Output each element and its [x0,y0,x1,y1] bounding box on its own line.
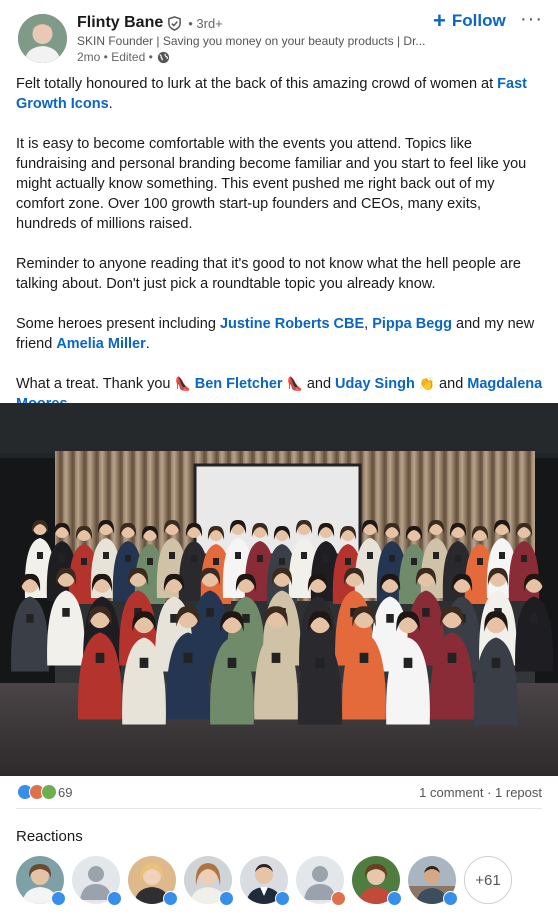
text: . [145,336,150,352]
post-time: 2mo • Edited • [77,50,153,64]
follow-label: Follow [451,11,506,30]
text: What a treat. Thank you [16,376,175,392]
clap-emoji: 👏 [418,376,436,391]
post-text [16,74,544,434]
text: and my new friend [16,316,535,352]
reactor-avatar[interactable] [128,856,176,904]
text: and [302,376,336,392]
mention-link[interactable]: Pippa Begg [372,316,452,332]
reactor-list [16,856,512,904]
reactor-avatar[interactable] [296,856,344,904]
text: . [108,96,113,112]
post-image[interactable] [0,403,558,776]
follow-button[interactable] [433,10,506,32]
high-heel-emoji: 👠 [174,376,191,391]
reactor-avatar[interactable] [184,856,232,904]
reactor-avatar[interactable] [352,856,400,904]
like-icon [387,891,402,906]
like-icon [219,891,234,906]
social-counts [0,780,558,806]
reactor-avatar[interactable] [408,856,456,904]
post-header [0,0,558,70]
mention-link[interactable]: Amelia Miller [56,336,146,352]
text: and [435,376,468,392]
reactor-avatar[interactable] [240,856,288,904]
reaction-icons[interactable] [17,784,57,800]
divider [16,808,542,809]
like-icon [443,891,458,906]
mention-link[interactable]: Ben Fletcher [194,376,283,392]
text: Felt totally honoured to lurk at the back of this amazing crowd of women at [16,76,498,92]
post-paragraph: It is easy to become comfortable with the events you attend. Topics like fundraising and personal branding become familiar and you start to feel like you might actually know something. This event pushed me right back out of my comfort zone. Over 100 growth start-up founders and CEOs, many exits, hundreds of millions raised. [16,136,527,232]
plus-icon: + [433,8,446,33]
reactor-avatar[interactable] [72,856,120,904]
text: Some heroes present including [16,316,220,332]
like-icon [275,891,290,906]
more-reactors-button[interactable]: +61 [464,856,512,904]
mention-link[interactable]: Fast Growth Icons [16,76,527,112]
text: , [364,316,373,332]
more-options-button[interactable]: ··· [520,8,543,30]
high-heel-emoji: 👠 [286,376,303,391]
author-avatar[interactable] [18,14,67,63]
verified-shield-icon [167,16,182,31]
mention-link[interactable]: Magdalena [467,376,543,392]
author-name[interactable]: Flinty Bane [77,14,164,31]
mention-link[interactable]: Uday Singh [335,376,415,392]
mention-link[interactable]: Justine Roberts CBE [219,316,365,332]
connection-degree: • 3rd+ [188,15,223,31]
globe-icon [157,51,170,64]
author-headline: SKIN Founder | Saving you money on your beauty products | Dr... [77,34,426,48]
post-meta [77,50,170,64]
reaction-count[interactable]: 69 [58,785,73,800]
post-paragraph: Reminder to anyone reading that it's good to not know what the hell people are talking about. Don't just pick a roundtable topic you already know. [16,256,521,292]
like-icon [163,891,178,906]
love-icon [331,891,346,906]
support-icon [41,784,57,800]
like-icon [107,891,122,906]
like-icon [51,891,66,906]
reactions-title: Reactions [16,828,83,845]
author-name-row [77,14,223,32]
comment-repost-count[interactable]: 1 comment · 1 repost [419,785,542,800]
post-paragraph [16,314,544,354]
reactor-avatar[interactable] [16,856,64,904]
post-paragraph [16,74,544,114]
